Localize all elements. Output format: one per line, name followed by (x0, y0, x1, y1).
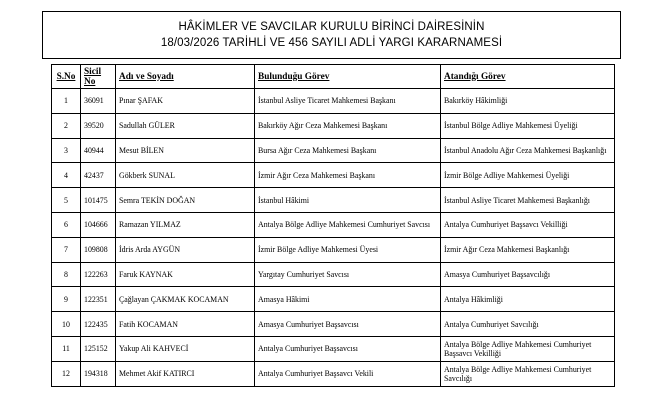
cell-sicil: 36091 (81, 89, 116, 114)
cell-name: İdris Arda AYGÜN (116, 237, 255, 262)
cell-sicil: 122263 (81, 262, 116, 287)
table-row (52, 163, 615, 188)
table-row (52, 89, 615, 114)
table-row (52, 262, 615, 287)
cell-assigned: Antalya Bölge Adliye Mahkemesi Cumhuriyet Savcılığı (441, 361, 615, 386)
cell-sicil: 109808 (81, 237, 116, 262)
table-row (52, 113, 615, 138)
cell-assigned: İstanbul Bölge Adliye Mahkemesi Üyeliği (441, 113, 615, 138)
cell-assigned: Amasya Cumhuriyet Başsavcılığı (441, 262, 615, 287)
table-row (52, 138, 615, 163)
cell-current: Amasya Cumhuriyet Başsavcısı (255, 312, 441, 337)
cell-sno: 4 (52, 163, 81, 188)
col-header-assigned: Atandığı Görev (441, 65, 615, 89)
cell-assigned: İzmir Bölge Adliye Mahkemesi Üyeliği (441, 163, 615, 188)
cell-sno: 11 (52, 336, 81, 361)
col-header-sicil: Sicil No (81, 65, 116, 89)
cell-sicil: 42437 (81, 163, 116, 188)
cell-sno: 3 (52, 138, 81, 163)
cell-assigned: İstanbul Asliye Ticaret Mahkemesi Başkanlığı (441, 188, 615, 213)
cell-sicil: 101475 (81, 188, 116, 213)
cell-current: Antalya Cumhuriyet Başsavcısı (255, 336, 441, 361)
table-row (52, 212, 615, 237)
table-row (52, 188, 615, 213)
cell-sicil: 122351 (81, 287, 116, 312)
cell-sicil: 194318 (81, 361, 116, 386)
cell-assigned: Antalya Hâkimliği (441, 287, 615, 312)
cell-assigned: İzmir Ağır Ceza Mahkemesi Başkanlığı (441, 237, 615, 262)
cell-sno: 10 (52, 312, 81, 337)
cell-sicil: 40944 (81, 138, 116, 163)
cell-current: İstanbul Hâkimi (255, 188, 441, 213)
cell-current: Amasya Hâkimi (255, 287, 441, 312)
cell-sicil: 104666 (81, 212, 116, 237)
cell-name: Pınar ŞAFAK (116, 89, 255, 114)
cell-name: Semra TEKİN DOĞAN (116, 188, 255, 213)
cell-current: Yargıtay Cumhuriyet Savcısı (255, 262, 441, 287)
appointment-table (51, 64, 615, 387)
cell-name: Çağlayan ÇAKMAK KOCAMAN (116, 287, 255, 312)
col-header-sno: S.No (52, 65, 81, 89)
cell-name: Ramazan YILMAZ (116, 212, 255, 237)
col-header-current: Bulunduğu Görev (255, 65, 441, 89)
cell-sno: 5 (52, 188, 81, 213)
cell-current: Bakırköy Ağır Ceza Mahkemesi Başkanı (255, 113, 441, 138)
cell-current: İzmir Ağır Ceza Mahkemesi Başkanı (255, 163, 441, 188)
table-header-row (52, 65, 615, 89)
table-row (52, 336, 615, 361)
title-line-1: HÂKİMLER VE SAVCILAR KURULU BİRİNCİ DAİRESİNİN (178, 21, 485, 33)
cell-current: İzmir Bölge Adliye Mahkemesi Üyesi (255, 237, 441, 262)
cell-current: Antalya Bölge Adliye Mahkemesi Cumhuriyet Savcısı (255, 212, 441, 237)
cell-name: Fatih KOCAMAN (116, 312, 255, 337)
cell-assigned: Antalya Cumhuriyet Başsavcı Vekilliği (441, 212, 615, 237)
cell-name: Gökberk SUNAL (116, 163, 255, 188)
cell-name: Mesut BİLEN (116, 138, 255, 163)
cell-sno: 9 (52, 287, 81, 312)
cell-sicil: 125152 (81, 336, 116, 361)
cell-sicil: 122435 (81, 312, 116, 337)
cell-name: Mehmet Akif KATIRCI (116, 361, 255, 386)
cell-sno: 12 (52, 361, 81, 386)
cell-sno: 7 (52, 237, 81, 262)
cell-name: Yakup Ali KAHVECİ (116, 336, 255, 361)
cell-name: Sadullah GÜLER (116, 113, 255, 138)
cell-sicil: 39520 (81, 113, 116, 138)
table-row (52, 361, 615, 386)
table-row (52, 312, 615, 337)
cell-sno: 2 (52, 113, 81, 138)
col-header-name: Adı ve Soyadı (116, 65, 255, 89)
cell-sno: 1 (52, 89, 81, 114)
document-title-box (42, 11, 621, 59)
cell-assigned: İstanbul Anadolu Ağır Ceza Mahkemesi Başkanlığı (441, 138, 615, 163)
cell-assigned: Antalya Bölge Adliye Mahkemesi Cumhuriyet Başsavcı Vekilliği (441, 336, 615, 361)
cell-sno: 6 (52, 212, 81, 237)
cell-current: Antalya Cumhuriyet Başsavcı Vekili (255, 361, 441, 386)
table-row (52, 237, 615, 262)
cell-current: İstanbul Asliye Ticaret Mahkemesi Başkanı (255, 89, 441, 114)
cell-assigned: Bakırköy Hâkimliği (441, 89, 615, 114)
cell-sno: 8 (52, 262, 81, 287)
title-line-2: 18/03/2026 TARİHLİ VE 456 SAYILI ADLİ YARGI KARARNAMESİ (160, 37, 503, 49)
cell-assigned: Antalya Cumhuriyet Savcılığı (441, 312, 615, 337)
table-row (52, 287, 615, 312)
cell-current: Bursa Ağır Ceza Mahkemesi Başkanı (255, 138, 441, 163)
cell-name: Faruk KAYNAK (116, 262, 255, 287)
